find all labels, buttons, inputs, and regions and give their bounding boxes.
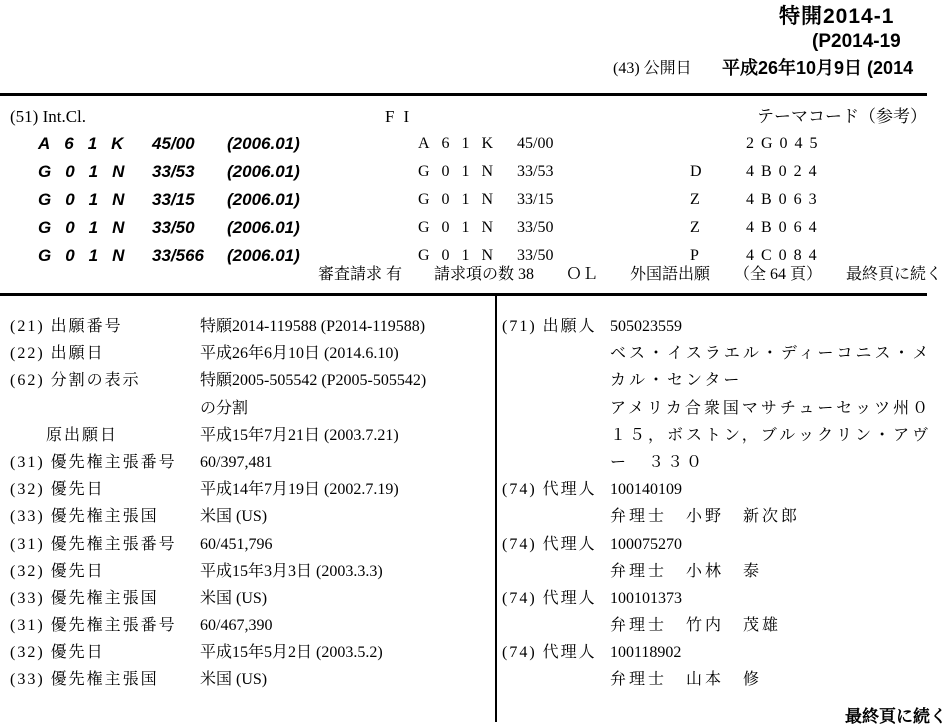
biblio-label: (32) 優先日	[10, 481, 105, 499]
biblio-row	[0, 666, 495, 693]
fi-subcode: P	[690, 247, 699, 264]
biblio-row	[495, 639, 927, 666]
biblio-row	[0, 395, 495, 422]
biblio-row	[0, 585, 495, 612]
ipc-version: (2006.01)	[227, 246, 300, 265]
ipc-number: 33/53	[152, 162, 195, 181]
biblio-row	[495, 612, 927, 639]
fi-code: G01N	[418, 191, 506, 208]
biblio-row	[0, 422, 495, 449]
biblio-value: 60/467,390	[200, 617, 273, 635]
biblio-value: 60/451,796	[200, 535, 273, 553]
biblio-row	[0, 476, 495, 503]
biblio-row	[495, 313, 927, 340]
theme-code: 4B063	[746, 191, 824, 208]
biblio-row	[495, 449, 927, 476]
biblio-value: 弁理士 山本 修	[610, 671, 763, 689]
biblio-row	[495, 503, 927, 530]
biblio-value: 弁理士 小野 新次郎	[610, 508, 801, 526]
biblio-row	[495, 422, 932, 449]
biblio-value: 平成14年7月19日 (2002.7.19)	[200, 481, 399, 499]
continuation-note: 最終頁に続く	[845, 707, 947, 726]
biblio-label: (31) 優先権主張番号	[10, 617, 177, 635]
fi-subcode: Z	[690, 219, 700, 236]
biblio-label: (33) 優先権主張国	[10, 671, 159, 689]
biblio-row	[0, 340, 495, 367]
ipc-version: (2006.01)	[227, 190, 300, 209]
biblio-row	[495, 476, 927, 503]
publication-date-value: 平成26年10月9日 (2014	[722, 58, 914, 78]
biblio-value: 平成15年3月3日 (2003.3.3)	[200, 562, 383, 580]
examination-request-line: 審査請求 有 請求項の数 38 ＯＬ 外国語出願 （全 64 頁） 最終頁に続く	[318, 266, 943, 283]
biblio-label: (74) 代理人	[502, 481, 597, 499]
ipc-code: G01N	[38, 190, 139, 209]
biblio-label: (32) 優先日	[10, 562, 105, 580]
biblio-value: 100075270	[610, 535, 682, 553]
biblio-row	[495, 666, 927, 693]
biblio-row	[495, 531, 927, 558]
theme-code-heading: テーマコード（参考）	[757, 107, 927, 126]
ipc-version: (2006.01)	[227, 162, 300, 181]
theme-code: 4B064	[746, 219, 824, 236]
biblio-value: 平成26年6月10日 (2014.6.10)	[200, 345, 399, 363]
fi-number: 33/50	[517, 247, 554, 264]
biblio-row	[0, 313, 495, 340]
biblio-value: 60/397,481	[200, 453, 273, 471]
fi-number: 45/00	[517, 135, 554, 152]
publication-date-label: (43) 公開日	[613, 60, 692, 77]
biblio-value: 弁理士 竹内 茂雄	[610, 617, 782, 635]
biblio-label: (62) 分割の表示	[10, 372, 141, 390]
theme-code: 4B024	[746, 163, 824, 180]
bibliographic-left-column	[0, 313, 495, 694]
biblio-row	[495, 395, 932, 422]
horizontal-rule-top	[0, 93, 927, 96]
fi-number: 33/50	[517, 219, 554, 236]
biblio-label: (31) 優先権主張番号	[10, 535, 177, 553]
ipc-number: 33/15	[152, 190, 195, 209]
biblio-label: (74) 代理人	[502, 535, 597, 553]
biblio-label: (74) 代理人	[502, 644, 597, 662]
fi-code: G01N	[418, 163, 506, 180]
classification-row	[0, 214, 927, 242]
ipc-code: G01N	[38, 218, 139, 237]
fi-heading: FI	[385, 107, 419, 126]
biblio-label: (74) 代理人	[502, 589, 597, 607]
horizontal-rule-mid	[0, 293, 927, 296]
theme-code: 2G045	[746, 135, 825, 152]
fi-subcode: D	[690, 163, 702, 180]
biblio-value: 米国 (US)	[200, 589, 268, 607]
biblio-row	[0, 531, 495, 558]
biblio-row	[495, 585, 927, 612]
biblio-label: (22) 出願日	[10, 345, 105, 363]
biblio-value: 弁理士 小林 泰	[610, 562, 763, 580]
biblio-value: の分割	[200, 399, 249, 417]
biblio-row	[0, 612, 495, 639]
biblio-label: (32) 優先日	[10, 644, 105, 662]
biblio-value: 特願2005-505542 (P2005-505542)	[200, 372, 427, 390]
biblio-row	[0, 558, 495, 585]
biblio-label: (21) 出願番号	[10, 318, 123, 335]
ipc-number: 33/50	[152, 218, 195, 237]
biblio-value: ベス・イスラエル・ディーコニス・メ	[610, 345, 932, 363]
biblio-value: 平成15年7月21日 (2003.7.21)	[200, 426, 399, 444]
biblio-value: ー ３３０	[610, 453, 706, 471]
biblio-row	[0, 639, 495, 666]
fi-number: 33/53	[517, 163, 554, 180]
fi-code: G01N	[418, 247, 506, 264]
biblio-row	[0, 367, 495, 394]
biblio-row	[495, 340, 932, 367]
intcl-heading: (51) Int.Cl.	[10, 107, 87, 126]
biblio-value: アメリカ合衆国マサチューセッツ州０	[610, 399, 932, 417]
ipc-code: A61K	[38, 134, 138, 153]
fi-code: A61K	[418, 135, 506, 152]
classification-table	[0, 130, 927, 270]
fi-subcode: Z	[690, 191, 700, 208]
biblio-label: (31) 優先権主張番号	[10, 453, 177, 471]
ipc-code: G01N	[38, 162, 139, 181]
biblio-value: 平成15年5月2日 (2003.5.2)	[200, 644, 383, 662]
fi-number: 33/15	[517, 191, 554, 208]
ipc-number: 33/566	[152, 246, 204, 265]
classification-row	[0, 158, 927, 186]
biblio-row	[0, 449, 495, 476]
biblio-row	[495, 558, 927, 585]
biblio-row	[0, 503, 495, 530]
biblio-row	[495, 367, 927, 394]
biblio-value: 100140109	[610, 481, 682, 499]
biblio-label: (71) 出願人	[502, 318, 597, 335]
biblio-value: 505023559	[610, 318, 682, 335]
biblio-value: 100118902	[610, 644, 682, 662]
biblio-value: カル・センター	[610, 372, 743, 390]
biblio-value: 米国 (US)	[200, 508, 268, 526]
biblio-value: １５，ボストン，ブルックリン・アヴ	[610, 426, 932, 444]
bibliographic-right-column	[495, 313, 932, 694]
biblio-label: (33) 優先権主張国	[10, 589, 159, 607]
ipc-code: G01N	[38, 246, 139, 265]
publication-number-paren: (P2014-19	[812, 31, 901, 52]
classification-row	[0, 186, 927, 214]
biblio-value: 特願2014-119588 (P2014-119588)	[200, 318, 426, 335]
biblio-label: 原出願日	[10, 426, 119, 444]
ipc-number: 45/00	[152, 134, 195, 153]
biblio-value: 100101373	[610, 589, 682, 607]
ipc-version: (2006.01)	[227, 218, 300, 237]
ipc-version: (2006.01)	[227, 134, 300, 153]
fi-code: G01N	[418, 219, 506, 236]
biblio-value: 米国 (US)	[200, 671, 268, 689]
theme-code: 4C084	[746, 247, 824, 264]
publication-number: 特開2014-1	[779, 5, 895, 28]
biblio-label: (33) 優先権主張国	[10, 508, 159, 526]
classification-row	[0, 130, 927, 158]
